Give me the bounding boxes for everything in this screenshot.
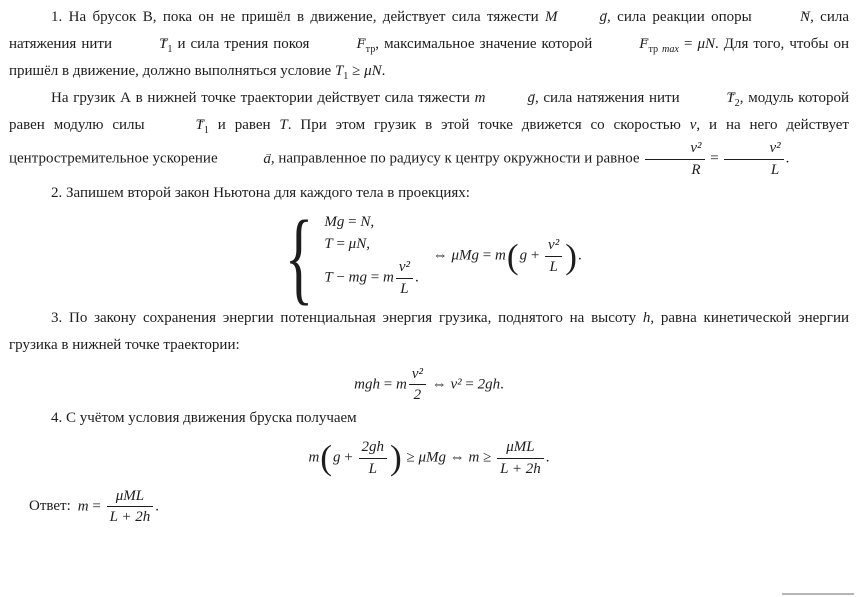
text-run: = bbox=[678, 36, 698, 52]
text-run: . bbox=[785, 150, 790, 167]
math-run: v² bbox=[450, 376, 462, 393]
math-run: m bbox=[77, 498, 89, 515]
system-conclusion-equation bbox=[433, 236, 582, 277]
text-run: , сила реакции опоры bbox=[607, 9, 759, 25]
fraction bbox=[724, 139, 783, 180]
text-run: На грузик А в нижней точке траектории действует сила тяжести bbox=[51, 90, 475, 106]
subscript: 1 bbox=[203, 125, 209, 136]
text-run: + bbox=[340, 449, 357, 466]
text-run: = bbox=[367, 269, 383, 286]
text-run: 3. По закону сохранения энергии потенциальная энергия грузика, поднятого на высоту bbox=[51, 309, 643, 326]
math-run: T bbox=[334, 63, 344, 79]
energy-conservation-equation bbox=[9, 365, 849, 406]
fraction-denominator: L + 2h bbox=[497, 458, 544, 479]
math-run: T bbox=[324, 236, 333, 253]
big-paren: ) bbox=[565, 236, 577, 276]
text-run: . bbox=[500, 376, 504, 393]
math-run: 2gh bbox=[477, 376, 501, 393]
text-run: = bbox=[344, 214, 361, 231]
fraction bbox=[107, 487, 154, 528]
math-run: m bbox=[395, 376, 407, 393]
math-vector-run: → g bbox=[485, 85, 535, 112]
text-run: , bbox=[370, 214, 375, 231]
text-run: ≥ bbox=[348, 63, 365, 79]
text-run: − bbox=[332, 269, 349, 286]
text-run: , равна кинетической энергии грузика в нижней точке траектории: bbox=[9, 309, 849, 353]
text-run: . bbox=[414, 269, 419, 286]
math-vector-run: → T bbox=[153, 112, 203, 139]
math-vector-run: → a bbox=[221, 146, 271, 173]
subscript: 2 bbox=[734, 98, 740, 109]
math-run: v bbox=[689, 117, 697, 133]
math-run: μMg bbox=[418, 449, 447, 466]
math-vector-run: → F bbox=[597, 31, 648, 58]
math-run: m bbox=[474, 90, 486, 106]
fraction-numerator: 2gh bbox=[361, 439, 384, 455]
answer-label: Ответ: bbox=[29, 498, 71, 515]
text-run: = bbox=[88, 498, 105, 515]
text-run: , модуль которой равен модулю силы bbox=[9, 90, 850, 133]
big-paren: ( bbox=[320, 438, 333, 478]
fraction-numerator: v² bbox=[411, 365, 423, 382]
text-run: ≥ bbox=[479, 449, 496, 466]
step1-paragraph-1 bbox=[9, 4, 849, 85]
text-run: . bbox=[381, 63, 386, 79]
text-run: , и на него действует центростремительное ускорение bbox=[9, 117, 849, 167]
math-run: m bbox=[468, 449, 480, 466]
math-run: μN bbox=[697, 36, 715, 52]
subscript: 1 bbox=[167, 44, 173, 55]
fraction bbox=[409, 365, 426, 406]
fraction-denominator: L bbox=[724, 159, 783, 180]
subscript: 1 bbox=[343, 71, 349, 82]
watermark-underline bbox=[782, 593, 854, 595]
text-run: . При этом грузик в этой точке движется со скоростью bbox=[287, 117, 690, 133]
text-run: и сила трения покоя bbox=[172, 36, 315, 52]
text-run: = bbox=[461, 376, 478, 393]
fraction bbox=[359, 438, 388, 479]
fraction-denominator: R bbox=[645, 159, 704, 180]
math-vector-run: → g bbox=[558, 4, 608, 31]
text-run: , направленное по радиусу к центру окружности и равное bbox=[270, 150, 644, 167]
math-run: μMg bbox=[451, 247, 480, 264]
text-run: , максимальное значение которой bbox=[375, 36, 598, 52]
fraction-numerator: μML bbox=[115, 487, 145, 504]
fraction-numerator: v² bbox=[548, 237, 560, 254]
fraction bbox=[545, 236, 562, 277]
math-run: mg bbox=[348, 269, 368, 286]
math-run: m bbox=[382, 269, 394, 286]
math-run: m bbox=[494, 247, 506, 264]
system-line-2 bbox=[324, 236, 370, 253]
text-run: + bbox=[527, 247, 544, 264]
block-motion-inequality-equation bbox=[9, 438, 849, 479]
system-equations bbox=[324, 212, 418, 302]
big-paren: ( bbox=[506, 236, 519, 276]
math-run: T bbox=[279, 117, 288, 133]
text-run: , bbox=[366, 236, 370, 253]
step4-heading: 4. С учётом условия движения бруска получаем bbox=[51, 410, 357, 426]
math-run: N bbox=[360, 214, 371, 231]
answer-equation bbox=[78, 487, 159, 528]
subscript: тр bbox=[648, 44, 659, 55]
text-run: . bbox=[155, 498, 160, 515]
fraction-numerator: v² bbox=[769, 140, 781, 156]
math-vector-run: → T bbox=[684, 85, 734, 112]
text-run: 1. На брусок В, пока он не пришёл в движение, действует сила тяжести bbox=[51, 9, 546, 25]
math-run: μN bbox=[348, 236, 367, 253]
subscript: max bbox=[658, 44, 679, 55]
text-run: ⇔ bbox=[427, 376, 451, 393]
math-run: h bbox=[642, 309, 651, 326]
math-vector-run: → T bbox=[117, 31, 167, 58]
step1-paragraph-2 bbox=[9, 85, 849, 180]
fraction-numerator: v² bbox=[690, 140, 702, 156]
fraction-denominator: L + 2h bbox=[107, 506, 154, 527]
math-run: mgh bbox=[354, 376, 380, 393]
fraction-denominator: L bbox=[545, 256, 562, 277]
fraction-denominator: L bbox=[396, 278, 413, 299]
big-paren: ) bbox=[390, 438, 402, 478]
fraction-numerator: v² bbox=[398, 259, 410, 276]
fraction-numerator: μML bbox=[506, 439, 535, 455]
text-run: , сила натяжения нити bbox=[534, 90, 685, 106]
system-line-3 bbox=[324, 258, 418, 299]
text-run: ⇔ bbox=[446, 449, 469, 466]
text-run: = bbox=[332, 236, 349, 253]
fraction bbox=[497, 438, 544, 479]
text-run: . bbox=[545, 449, 550, 466]
math-run: μN bbox=[364, 63, 382, 79]
math-run: g bbox=[333, 449, 341, 466]
newton-system-equation bbox=[9, 198, 849, 314]
math-vector-run: → N bbox=[758, 4, 810, 31]
fraction bbox=[645, 139, 704, 180]
math-run: m bbox=[308, 449, 320, 466]
system-brace: { bbox=[285, 198, 314, 314]
text-run: ⇔ bbox=[432, 247, 452, 264]
text-run: = bbox=[479, 247, 495, 264]
text-run: = bbox=[706, 150, 723, 167]
fraction-denominator: 2 bbox=[409, 384, 426, 405]
step2-heading: 2. Запишем второй закон Ньютона для каждого тела в проекциях: bbox=[51, 184, 470, 201]
fraction-denominator: L bbox=[359, 458, 388, 479]
text-run: = bbox=[380, 376, 396, 393]
text-run: . Для того, чтобы он пришёл в движение, должно выполняться условие bbox=[9, 36, 849, 79]
subscript: тр bbox=[365, 44, 376, 55]
math-run: g bbox=[519, 247, 528, 264]
text-run: . bbox=[577, 247, 582, 264]
step3-paragraph bbox=[9, 305, 849, 359]
math-vector-run: → F bbox=[314, 31, 365, 58]
text-run: ≥ bbox=[402, 449, 419, 466]
system-line-1 bbox=[324, 214, 374, 231]
text-run: , сила натяжения нити bbox=[9, 9, 850, 52]
answer-line bbox=[29, 487, 849, 528]
text-run: и равен bbox=[208, 117, 280, 133]
math-run: Mg bbox=[324, 214, 345, 231]
math-run: M bbox=[545, 9, 558, 25]
fraction bbox=[396, 258, 413, 299]
math-run: T bbox=[324, 269, 333, 286]
